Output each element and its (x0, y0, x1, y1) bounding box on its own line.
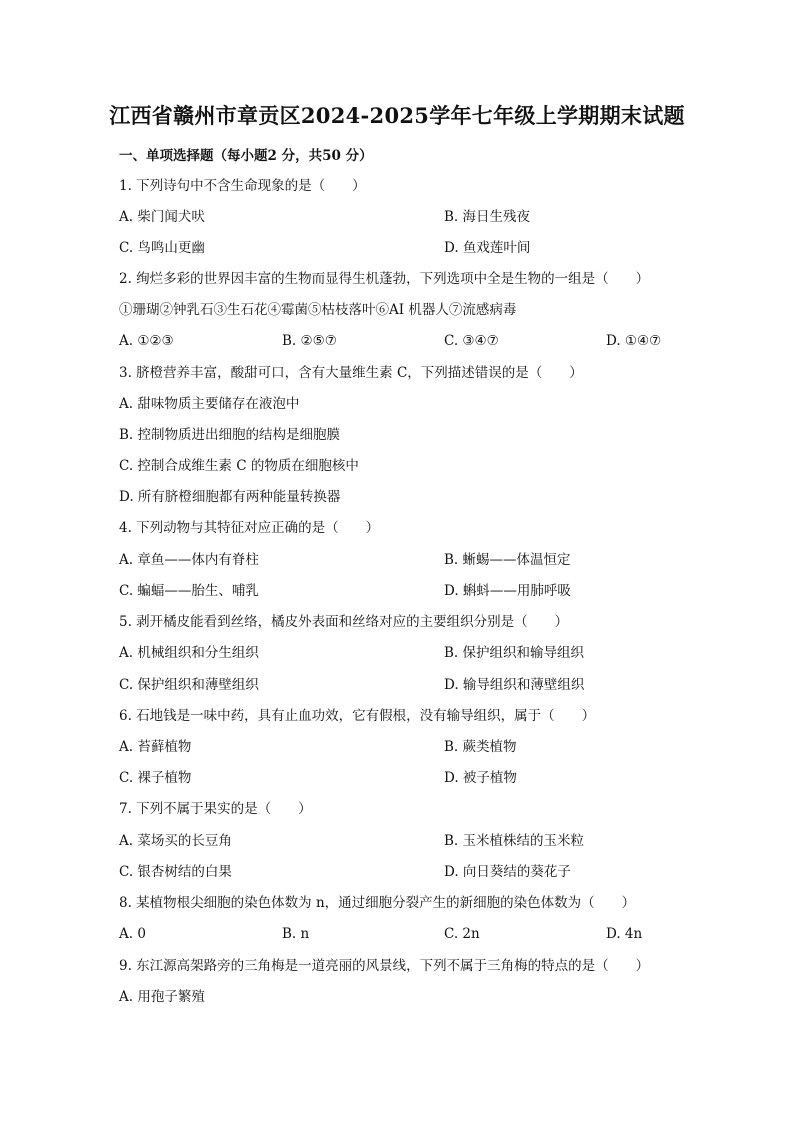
question-stem: 1. 下列诗句中不含生命现象的是（ ） (119, 178, 366, 194)
option-b: B. 控制物质进出细胞的结构是细胞膜 (119, 427, 341, 443)
option-c: C. 银杏树结的白果 (119, 864, 232, 880)
option-b: B. 蕨类植物 (444, 739, 517, 755)
option-a: A. 用孢子繁殖 (119, 989, 205, 1005)
question-stem: 8. 某植物根尖细胞的染色体数为 n，通过细胞分裂产生的新细胞的染色体数为（ ） (119, 895, 636, 911)
option-b: B. ②⑤⑦ (282, 333, 337, 349)
question-stem: 6. 石地钱是一味中药，具有止血功效，它有假根，没有输导组织，属于（ ） (119, 708, 596, 724)
option-c: C. 鸟鸣山更幽 (119, 240, 205, 256)
option-d: D. 蝌蚪——用肺呼吸 (444, 583, 571, 599)
option-a: A. 苔藓植物 (119, 739, 192, 755)
question-stem: 3. 脐橙营养丰富，酸甜可口，含有大量维生素 C，下列描述错误的是（ ） (119, 365, 583, 381)
option-b: B. 蜥蜴——体温恒定 (444, 552, 571, 568)
option-c: C. ③④⑦ (444, 333, 499, 349)
option-d: D. 输导组织和薄壁组织 (444, 677, 585, 693)
section-heading: 一、单项选择题（每小题2 分，共50 分） (119, 148, 373, 164)
question-stem: 9. 东江源高架路旁的三角梅是一道亮丽的风景线，下列不属于三角梅的特点的是（ ） (119, 958, 650, 974)
option-d: D. 所有脐橙细胞都有两种能量转换器 (119, 489, 341, 505)
option-d: D. 被子植物 (444, 770, 517, 786)
option-b: B. 玉米植株结的玉米粒 (444, 833, 585, 849)
question-sub-list: ①珊瑚②钟乳石③生石花④霉菌⑤枯枝落叶⑥AI 机器人⑦流感病毒 (119, 302, 517, 318)
option-a: A. 甜味物质主要储存在液泡中 (119, 396, 300, 412)
question-stem: 7. 下列不属于果实的是（ ） (119, 801, 312, 817)
option-a: A. ①②③ (119, 333, 174, 349)
option-d: D. ①④⑦ (606, 333, 662, 349)
question-stem: 4. 下列动物与其特征对应正确的是（ ） (119, 520, 380, 536)
option-b: B. 海日生残夜 (444, 209, 531, 225)
option-b: B. 保护组织和输导组织 (444, 645, 585, 661)
question-stem: 5. 剥开橘皮能看到丝络，橘皮外表面和丝络对应的主要组织分别是（ ） (119, 614, 569, 630)
page-title: 江西省赣州市章贡区2024-2025学年七年级上学期期末试题 (109, 103, 685, 128)
option-a: A. 柴门闻犬吠 (119, 209, 205, 225)
option-c: C. 蝙蝠——胎生、哺乳 (119, 583, 259, 599)
option-a: A. 机械组织和分生组织 (119, 645, 259, 661)
option-b: B. n (282, 926, 310, 942)
option-c: C. 保护组织和薄壁组织 (119, 677, 259, 693)
option-c: C. 2n (444, 926, 480, 942)
option-d: D. 鱼戏莲叶间 (444, 240, 531, 256)
option-c: C. 控制合成维生素 C 的物质在细胞核中 (119, 458, 359, 474)
option-a: A. 章鱼——体内有脊柱 (119, 552, 259, 568)
option-a: A. 0 (119, 926, 146, 942)
question-stem: 2. 绚烂多彩的世界因丰富的生物而显得生机蓬勃，下列选项中全是生物的一组是（ ） (119, 271, 650, 287)
option-d: D. 向日葵结的葵花子 (444, 864, 571, 880)
option-d: D. 4n (606, 926, 643, 942)
option-c: C. 裸子植物 (119, 770, 192, 786)
option-a: A. 菜场买的长豆角 (119, 833, 232, 849)
